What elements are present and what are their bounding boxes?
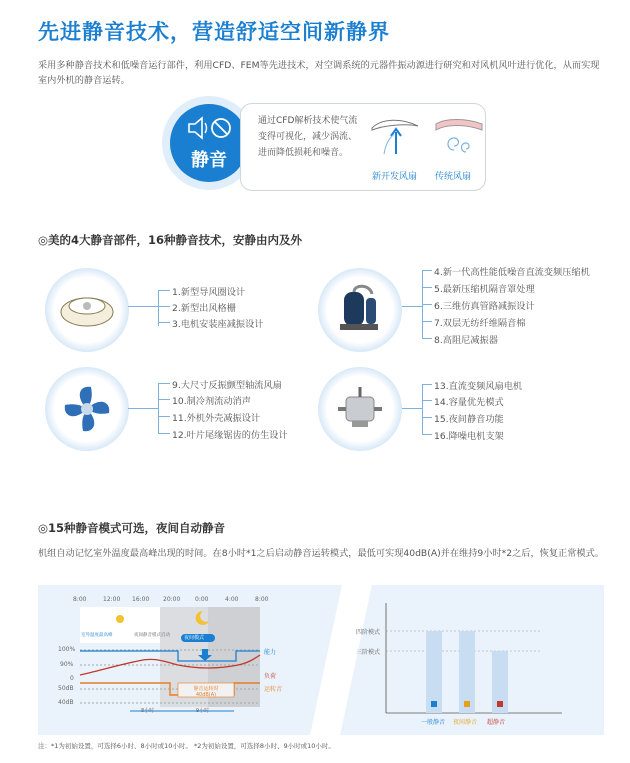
legend-noise: 运转音 xyxy=(264,686,283,693)
component-item: 12.叶片尾缘锯齿的仿生设计 xyxy=(172,430,288,441)
intro-paragraph: 采用多种静音技术和低噪音运行部件，利用CFD、FEM等先进技术，对空调系统的元器件振动源进行研究和对风机风叶进行优化，从而实现室内外机的静音运转。 xyxy=(38,60,600,86)
time-tick: 16:00 xyxy=(132,596,150,603)
time-tick: 8:00 xyxy=(255,596,269,603)
component-item: 15.夜间静音功能 xyxy=(434,414,504,425)
time-tick: 8:00 xyxy=(73,596,87,603)
component-item: 13.直流变频风扇电机 xyxy=(434,381,523,392)
section-heading-components: ◎美的4大静音部件，16种静音技术，安静由内及外 xyxy=(38,233,303,247)
component-item: 10.制冷剂流动消声 xyxy=(172,396,251,407)
y-tick: 100% xyxy=(58,646,76,653)
duration-8h: 8小时 xyxy=(141,708,155,714)
axial-fan-component-image xyxy=(45,367,129,451)
component-item: 5.最新压缩机隔音罩处理 xyxy=(434,284,535,295)
zone-label: 室外温度最高峰 xyxy=(81,633,113,638)
component-item: 4.新一代高性能低噪音直流变频压缩机 xyxy=(434,267,590,278)
bar-mode-icon xyxy=(431,701,437,707)
quiet-level-bar-chart xyxy=(352,585,604,735)
y-tick: 40dB xyxy=(58,699,74,706)
time-tick: 20:00 xyxy=(163,596,181,603)
legend-load: 负荷 xyxy=(264,673,277,680)
night-quiet-timeline-chart xyxy=(38,585,328,735)
component-item: 16.降噪电机支架 xyxy=(434,431,504,442)
new-fan-blade-icon xyxy=(368,112,422,160)
component-item: 9.大尺寸反振颤型轴流风扇 xyxy=(172,380,282,391)
section-heading-quiet-modes: ◎15种静音模式可选，夜间自动静音 xyxy=(38,521,226,535)
y-tick: 0 xyxy=(70,675,74,682)
compressor-component-image xyxy=(318,268,402,352)
y-tick: 50dB xyxy=(58,685,74,692)
time-tick: 12:00 xyxy=(103,596,121,603)
cfd-text: 通过CFD解析技术使气流变得可视化，减少涡流、进而降低损耗和噪音。 xyxy=(258,116,358,158)
duration-9h: 9小时 xyxy=(196,708,210,714)
bar-label: 夜间静音 xyxy=(453,719,478,726)
component-item: 14.容量优先模式 xyxy=(434,397,504,408)
bar-label: 超静音 xyxy=(487,719,506,726)
bar-mode-icon xyxy=(497,701,503,707)
bar-label: 一般静音 xyxy=(421,719,446,726)
old-fan-label: 传统风扇 xyxy=(435,172,472,182)
old-fan-blade-icon xyxy=(432,112,486,160)
right-y-tick: 四阶模式 xyxy=(356,629,381,636)
quiet-run-label: 静音运转时 40dB(A) xyxy=(193,686,219,698)
quiet-level-bar xyxy=(459,631,475,713)
component-item: 2.新型出风格栅 xyxy=(172,303,236,314)
zone-label: 夜间模式 xyxy=(184,635,205,641)
y-tick: 90% xyxy=(60,661,74,668)
time-tick: 4:00 xyxy=(225,596,239,603)
page-title: 先进静音技术，营造舒适空间新静界 xyxy=(38,20,390,44)
component-item: 6.三维仿真管路减振设计 xyxy=(434,301,535,312)
guide-ring-component-image xyxy=(45,268,129,352)
bar-mode-icon xyxy=(464,701,470,707)
speaker-mute-icon xyxy=(187,114,233,146)
time-tick: 0:00 xyxy=(195,596,209,603)
component-item: 7.双层无纺纤维隔音棉 xyxy=(434,318,526,329)
footnote: 注：*1为初始设置，可选择6小时、8小时或10小时。 *2为初始设置，可选择8小时、9小时或10小时。 xyxy=(38,742,335,750)
component-item: 1.新型导风圈设计 xyxy=(172,287,246,298)
badge-label: 静音 xyxy=(191,150,227,171)
component-item: 3.电机安装座减振设计 xyxy=(172,319,264,330)
component-item: 8.高阻尼减振器 xyxy=(434,335,498,346)
quiet-mode-paragraph: 机组自动记忆室外温度最高峰出现的时间。在8小时*1之后启动静音运转模式，最低可实现40dB(A)并在维持9小时*2之后，恢复正常模式。 xyxy=(38,548,604,559)
quiet-level-bar xyxy=(426,631,442,713)
fan-motor-component-image xyxy=(318,367,402,451)
new-fan-label: 新开发风扇 xyxy=(372,172,418,182)
right-y-tick: 三阶模式 xyxy=(356,649,381,656)
zone-label: 夜间静音模式启动 xyxy=(134,633,170,638)
legend-capacity: 能力 xyxy=(264,649,277,656)
component-item: 11.外机外壳减振设计 xyxy=(172,413,261,424)
